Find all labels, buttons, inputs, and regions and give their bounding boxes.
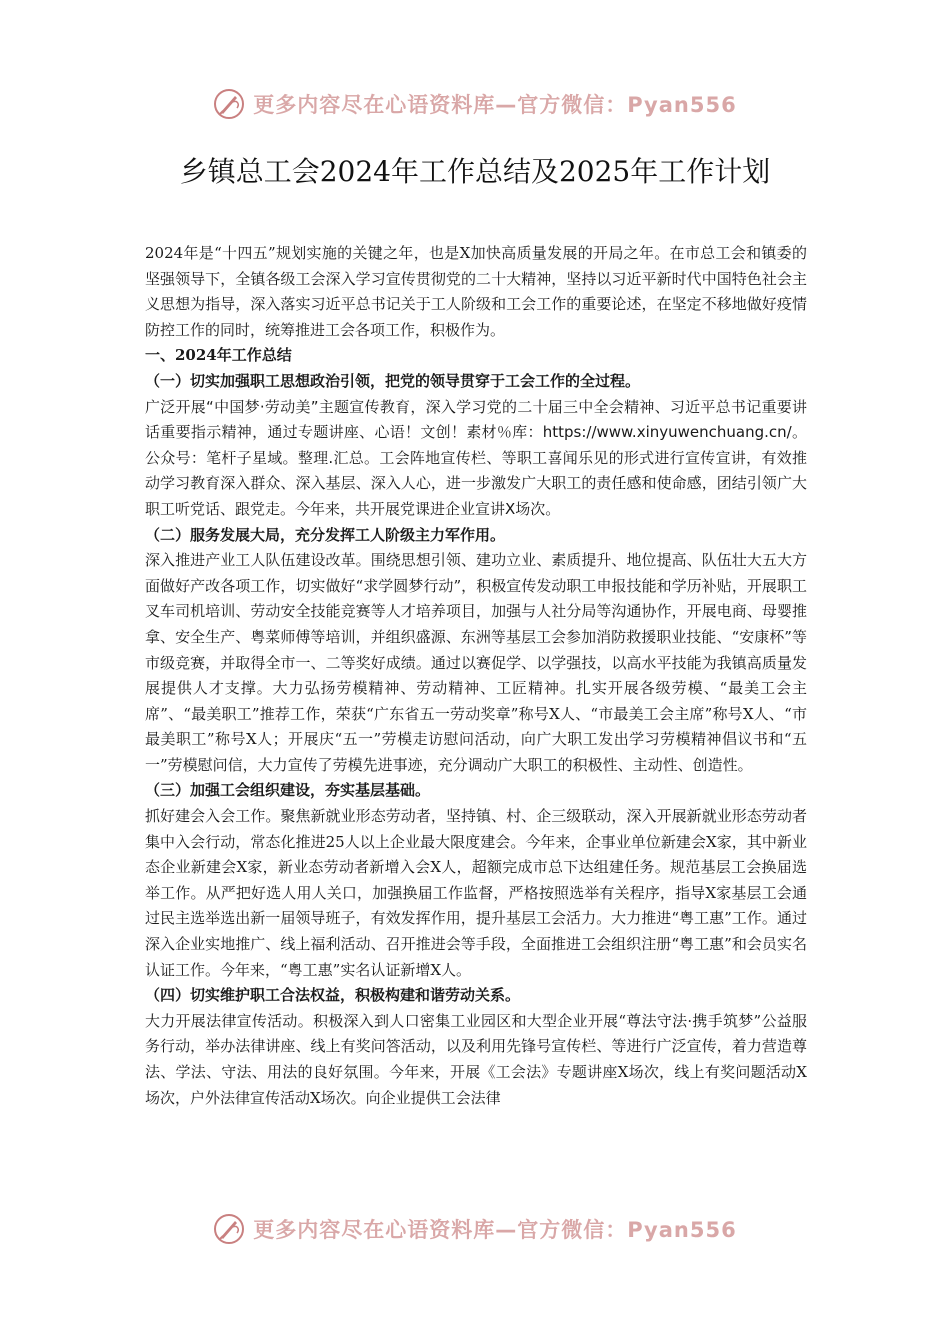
quill-pen-logo-icon bbox=[213, 88, 245, 120]
subsection-body-1: 广泛开展“中国梦·劳动美”主题宣传教育，深入学习党的二十届三中全会精神、习近平总书记重要讲话重要指示精神，通过专题讲座、心语！文创！素材％库：https://www.xinyuwenchuang.cn/。公众号：笔杆子星域。整理.汇总。工会阵地宣传栏、等职工喜闻乐见的形式进行宣传宣讲，有效推动学习教育深入群众、深入基层、深入人心，进一步激发广大职工的责任感和使命感，团结引领广大职工听党话、跟党走。今年来，共开展党课进企业宣讲X场次。 bbox=[145, 397, 807, 518]
document-body bbox=[145, 241, 807, 1111]
subsection-heading-1: （一）切实加强职工思想政治引领，把党的领导贯穿于工会工作的全过程。 bbox=[145, 371, 641, 390]
banner-text: 更多内容尽在心语资料库—官方微信：Pyan556 bbox=[253, 1218, 737, 1242]
subsection-heading-3: （三）加强工会组织建设，夯实基层基础。 bbox=[145, 781, 431, 800]
subsection-heading-2: （二）服务发展大局，充分发挥工人阶级主力军作用。 bbox=[145, 525, 506, 544]
subsection-heading-4: （四）切实维护职工合法权益，积极构建和谐劳动关系。 bbox=[145, 986, 521, 1005]
document-title: 乡镇总工会2024年工作总结及2025年工作计划 bbox=[179, 155, 771, 188]
section-heading-summary: 一、2024年工作总结 bbox=[145, 346, 292, 365]
subsection-body-2: 深入推进产业工人队伍建设改革。围绕思想引领、建功立业、素质提升、地位提高、队伍壮大五大方面做好产改各项工作，切实做好“求学圆梦行动”，积极宣传发动职工申报技能和学历补贴，开展职工叉车司机培训、劳动安全技能竞赛等人才培养项目，加强与人社分局等沟通协作，开展电商、母婴推拿、安全生产、粤菜师傅等培训，并组织盛源、东洲等基层工会参加消防救援职业技能、“安康杯”等市级竞赛，并取得全市一、二等奖好成绩。通过以赛促学、以学强技，以高水平技能为我镇高质量发展提供人才支撑。大力弘扬劳模精神、劳动精神、工匠精神。扎实开展各级劳模、“最美工会主席”、“最美职工”推荐工作，荣获“广东省五一劳动奖章”称号X人、“市最美工会主席”称号X人、“市最美职工”称号X人；开展庆“五一”劳模走访慰问活动，向广大职工发出学习劳模精神倡议书和“五一”劳模慰问信，大力宣传了劳模先进事迹，充分调动广大职工的积极性、主动性、创造性。 bbox=[145, 551, 807, 774]
subsection-body-3: 抓好建会入会工作。聚焦新就业形态劳动者，坚持镇、村、企三级联动，深入开展新就业形态劳动者集中入会行动，常态化推进25人以上企业最大限度建会。今年来，企事业单位新建会X家，其中新业态企业新建会X家，新业态劳动者新增入会X人，超额完成市总下达组建任务。规范基层工会换届选举工作。从严把好选人用人关口，加强换届工作监督，严格按照选举有关程序，指导X家基层工会通过民主选举选出新一届领导班子，有效发挥作用，提升基层工会活力。大力推进“粤工惠”工作。通过深入企业实地推广、线上福利活动、召开推进会等手段，全面推进工会组织注册“粤工惠”和会员实名认证工作。今年来，“粤工惠”实名认证新增X人。 bbox=[145, 807, 807, 979]
header-banner bbox=[0, 82, 950, 126]
banner-text: 更多内容尽在心语资料库—官方微信：Pyan556 bbox=[253, 93, 737, 117]
subsection-body-4: 大力开展法律宣传活动。积极深入到人口密集工业园区和大型企业开展“尊法守法·携手筑梦”公益服务行动，举办法律讲座、线上有奖问答活动，以及利用先锋号宣传栏、等进行广泛宣传，着力营造尊法、学法、守法、用法的良好氛围。今年来，开展《工会法》专题讲座X场次，线上有奖问题活动X场次，户外法律宣传活动X场次。向企业提供工会法律 bbox=[145, 1011, 807, 1107]
quill-pen-logo-icon bbox=[213, 1213, 245, 1245]
footer-banner bbox=[0, 1207, 950, 1251]
intro-paragraph: 2024年是“十四五”规划实施的关键之年，也是X加快高质量发展的开局之年。在市总工会和镇委的坚强领导下，全镇各级工会深入学习宣传贯彻党的二十大精神，坚持以习近平新时代中国特色社会主义思想为指导，深入落实习近平总书记关于工人阶级和工会工作的重要论述，在坚定不移地做好疫情防控工作的同时，统筹推进工会各项工作，积极作为。 bbox=[145, 244, 807, 339]
